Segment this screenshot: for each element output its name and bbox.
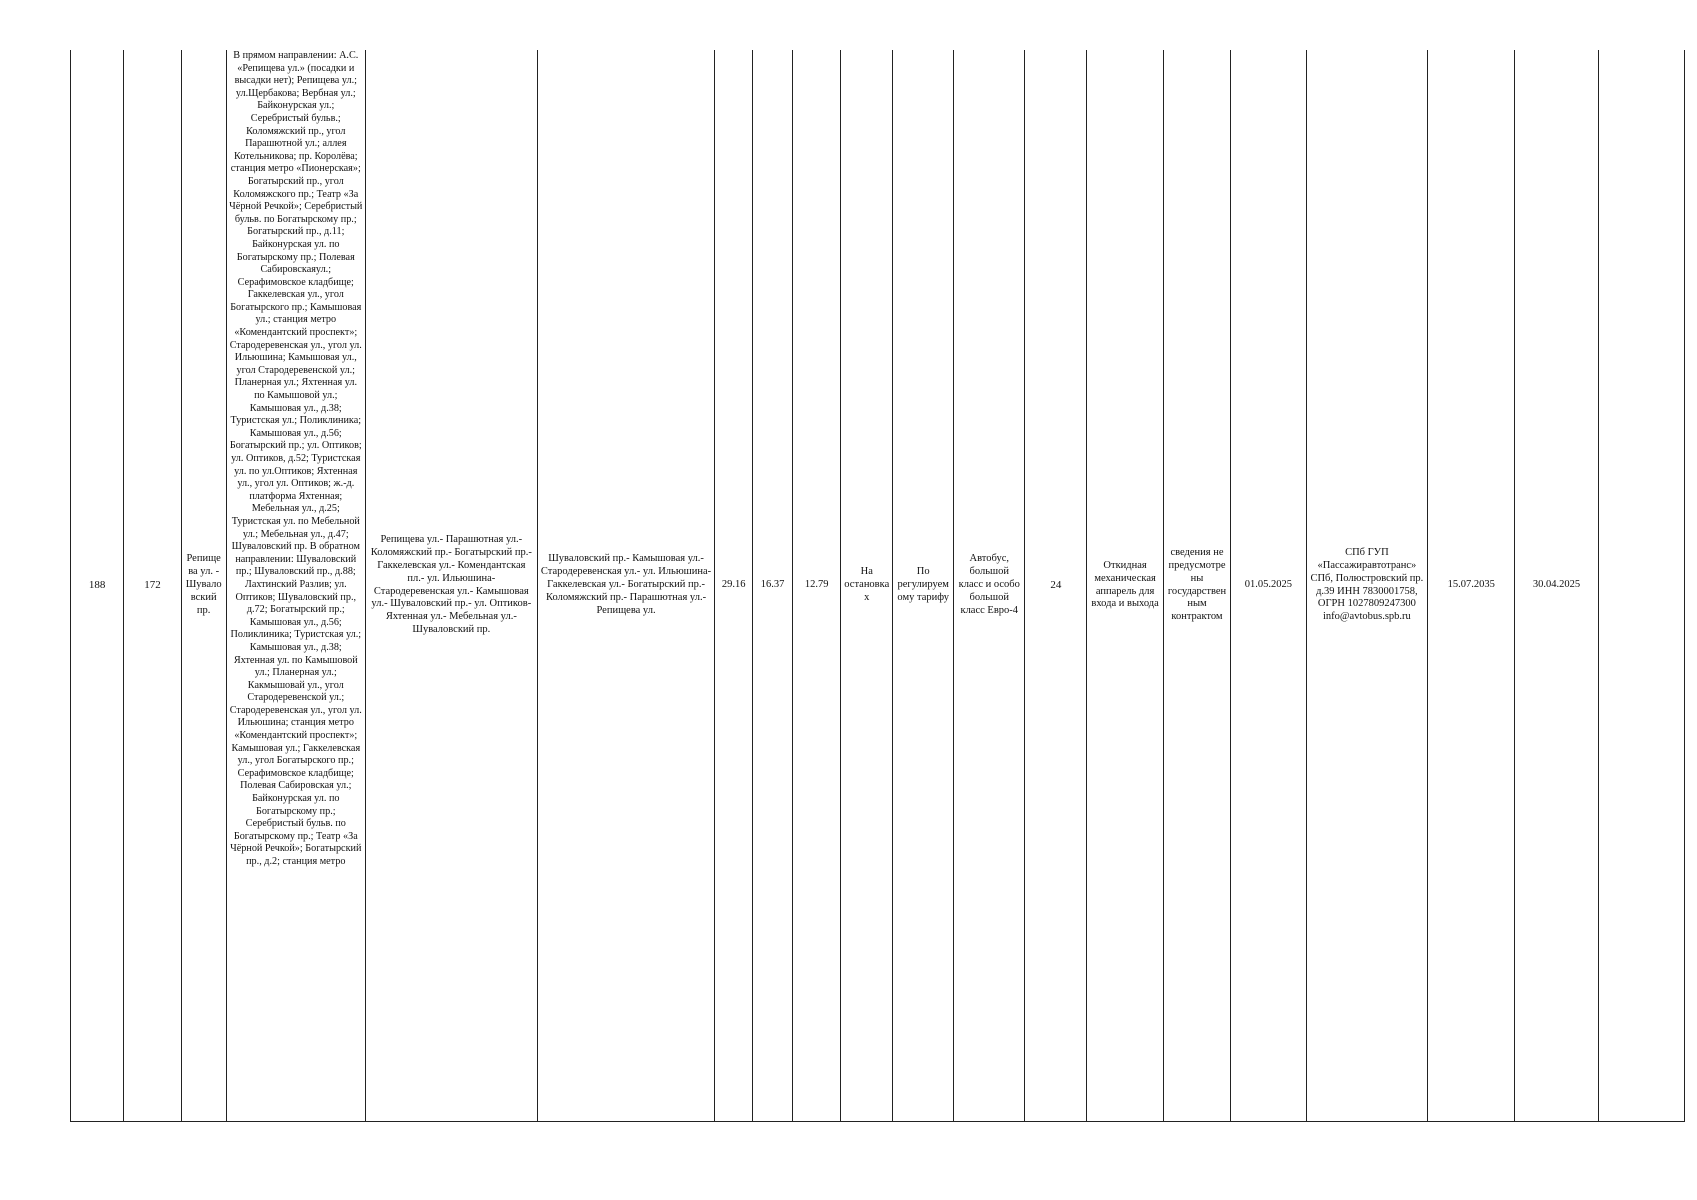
stops-list: В прямом направлении: А.С. «Репищева ул.» (посадки и высадки нет); Репищева ул.; ул.Щербакова; Вербная ул.; Байконурская ул.; Серебристый бульв.; Коломяжский пр., угол Парашютной ул.; аллея Котельникова; пр. Королёва; станция метро «Пионерская»; Богатырский пр., угол Коломяжского пр.; Театр «За Чёрной Речкой»; Серебристый бульв. по Богатырскому пр.; Богатырский пр., д.11; Байконурская ул. по Богатырскому пр.; Полевая Сабировскаяул.; Серафимовское кладбище; Гаккелевская ул., угол Богатырского пр.; Камышовая ул.; станция метро «Комендантский проспект»; Стародеревенская ул., угол ул. Ильюшина; Камышовая ул., угол Стародеревенской ул.; Планерная ул.; Яхтенная ул. по Камышовой ул.; Камышовая ул., д.38; Туристская ул.; Поликлиника; Камышовая ул., д.56; Богатырский пр.; ул. Оптиков; ул. Оптиков, д.52; Туристская ул. по ул.Оптиков; Яхтенная ул., угол ул. Оптиков; ж.-д. платформа Яхтенная; Мебельная ул., д.25; Туристская ул. по Мебельной ул.; Мебельная ул., д.47; Шуваловский пр. В обратном направлении: Шуваловский пр.; Шуваловский пр., д.88; Лахтинский Разлив; ул. Оптиков; Шуваловский пр., д.72; Богатырский пр.; Камышовая ул., д.56; Поликлиника; Туристская ул.; Камышовая ул., д.38; Яхтенная ул. по Камышовой ул.; Планерная ул.; Какмышовай ул., угол Стародеревенской ул.; Стародеревенская ул., угол ул. Ильюшина; станция метро «Комендантский проспект»; Камышовая ул.; Гаккелевская ул., угол Богатырского пр.; Серафимовское кладбище; Полевая Сабировская ул.; Байконурская ул. по Богатырскому пр.; Серебристый бульв. по Богатырскому пр.; Театр «За Чёрной Речкой»; Богатырский пр., д.2; станция метро [229,50,363,867]
table-row [71,50,1685,1122]
streets-backward: Шуваловский пр.- Камышовая ул.- Стародеревенская ул.- ул. Ильюшина- Гаккелевская ул.- Богатырский пр.- Коломяжский пр.- Парашютная ул.- Репищева ул. [540,553,712,616]
route-number: 172 [144,579,161,592]
route-name: Репищева ул. - Шуваловский пр. [185,553,222,616]
start-date: 01.05.2025 [1244,579,1292,591]
vehicle-count: 24 [1050,579,1062,592]
boarding-order: На остановках [844,566,890,603]
contract-info: сведения не предусмотрены государственным контрактом [1167,546,1227,623]
carrier-cell [1306,50,1427,1122]
registry-number: 188 [88,579,106,592]
stops-cell [226,50,366,1122]
route-number-cell [124,50,182,1122]
vehicle-class: Автобус, большой класс и особо большой класс Евро-4 [958,553,1020,616]
streets-backward-cell [537,50,715,1122]
tariff-type: По регулируемому тарифу [897,566,950,603]
route-name-cell [181,50,226,1122]
equipment-cell [1087,50,1164,1122]
date-2-cell [1428,50,1515,1122]
length-backward-cell [752,50,792,1122]
length-forward-cell [715,50,752,1122]
streets-forward-cell [366,50,538,1122]
length-backward: 16.37 [760,579,785,591]
contract-cell [1163,50,1230,1122]
tariff-cell [893,50,954,1122]
date-3-cell [1515,50,1598,1122]
carrier-info: СПб ГУП «Пассажиравтотранс» СПб, Полюстровский пр. д.39 ИНН 7830001758, ОГРН 1027809247300 info@avtobus.spb.ru [1310,546,1424,623]
streets-forward: Репищева ул.- Парашютная ул.- Коломяжский пр.- Богатырский пр.- Гаккелевская ул.- Комендантская пл.- ул. Ильюшина- Стародеревенская ул.- Камышовая ул.- Шуваловский пр.- ул. Оптиков- Яхтенная ул.- Мебельная ул.- Шуваловский пр. [370,533,532,636]
boarding-order-cell [841,50,893,1122]
length-forward: 29.16 [721,579,746,591]
vehicle-equipment: Откидная механическая аппарель для входа и выхода [1091,559,1159,610]
date-2: 15.07.2035 [1447,579,1495,591]
vehicle-count-cell [1025,50,1087,1122]
start-date-cell [1231,50,1307,1122]
vehicle-cell [954,50,1025,1122]
length-extra-cell [793,50,841,1122]
length-extra: 12.79 [804,579,829,591]
date-3: 30.04.2025 [1532,579,1581,591]
registry-number-cell [71,50,124,1122]
route-registry-table [70,50,1685,1122]
registry-page [70,50,1685,1122]
notes-cell [1598,50,1684,1122]
